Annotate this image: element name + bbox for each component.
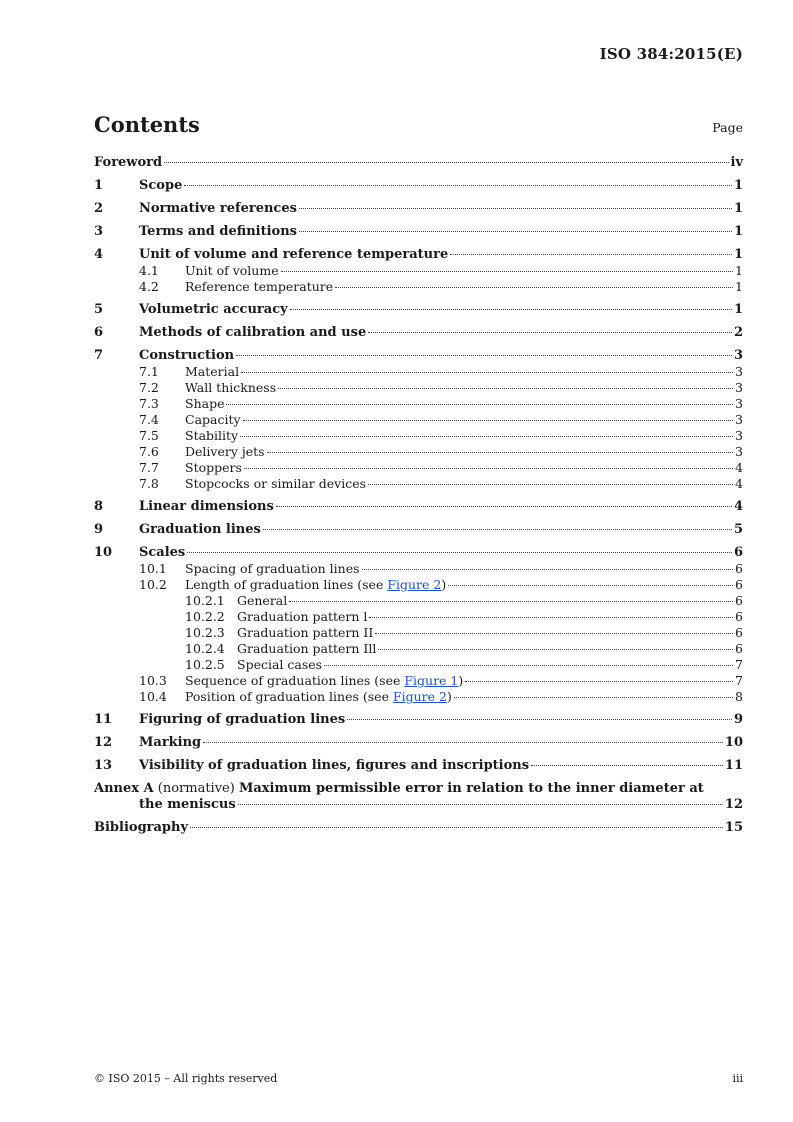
toc-title-text: Graduation lines — [139, 522, 261, 537]
toc-entry[interactable] — [94, 522, 743, 538]
toc-title-text: Length of graduation lines (see — [185, 577, 388, 592]
toc-section-number: 1 — [94, 178, 104, 193]
toc-title-suffix: ) — [446, 689, 452, 704]
toc-entry[interactable] — [94, 279, 743, 295]
toc-entry-title — [94, 444, 265, 460]
toc-entry[interactable] — [94, 609, 743, 625]
dot-leader — [289, 600, 733, 602]
toc-title-text: Wall thickness — [185, 380, 277, 395]
dot-leader — [267, 451, 733, 453]
dot-leader — [362, 568, 734, 570]
toc-page-number: 1 — [735, 263, 743, 278]
toc-entry[interactable] — [94, 428, 743, 444]
dot-leader — [241, 371, 733, 373]
toc-section-number: 4.1 — [139, 263, 159, 278]
toc-title-text: Foreword — [94, 155, 163, 170]
annex-title-line1: Maximum permissible error in relation to the inner diameter at — [238, 781, 704, 796]
toc-title-text: Visibility of graduation lines, figures and inscriptions — [139, 758, 530, 773]
footer-page-number: iii — [732, 1072, 743, 1085]
toc-title-text: Delivery jets — [185, 444, 265, 459]
toc-title-text: Unit of volume — [185, 263, 279, 278]
toc-entry[interactable] — [94, 673, 743, 689]
dot-leader — [531, 764, 723, 766]
toc-page-number: 4 — [735, 476, 743, 491]
dot-leader — [465, 680, 733, 682]
toc-entry[interactable] — [94, 396, 743, 412]
toc-section-number: 7.7 — [139, 460, 159, 475]
toc-entry-title — [94, 499, 274, 515]
toc-entry-title — [94, 460, 242, 476]
table-of-contents — [94, 155, 743, 836]
toc-page-number: 1 — [733, 201, 743, 216]
toc-page-number: 6 — [735, 577, 743, 592]
toc-page-number: 7 — [735, 657, 743, 672]
dot-leader — [263, 528, 732, 530]
dot-leader — [454, 696, 733, 698]
toc-page-number: 5 — [733, 522, 743, 537]
toc-title-text: Figuring of graduation lines — [139, 712, 346, 727]
toc-entry[interactable] — [94, 444, 743, 460]
toc-entry-title — [94, 712, 345, 728]
toc-section-number: 7.1 — [139, 364, 159, 379]
document-id: ISO 384:2015(E) — [599, 45, 743, 63]
toc-page-number: 1 — [733, 302, 743, 317]
toc-entry-title — [94, 758, 529, 774]
toc-title-text: Scope — [139, 178, 183, 193]
dot-leader — [278, 387, 733, 389]
toc-title-text: Construction — [139, 348, 235, 363]
toc-title-text: Scales — [139, 545, 186, 560]
toc-entry-title — [94, 302, 288, 318]
toc-page-number: 8 — [735, 689, 743, 704]
contents-title: Contents — [94, 112, 200, 137]
toc-page-number: 6 — [735, 609, 743, 624]
toc-page-number: 6 — [733, 545, 743, 560]
toc-page-number: 1 — [733, 247, 743, 262]
toc-title-suffix: ) — [441, 577, 447, 592]
dot-leader — [244, 467, 733, 469]
toc-entry-title — [94, 279, 333, 295]
toc-entry-title — [94, 155, 162, 171]
page-column-label: Page — [712, 120, 743, 135]
toc-entry[interactable] — [94, 735, 743, 751]
toc-entry[interactable] — [94, 201, 743, 217]
toc-entry[interactable] — [94, 689, 743, 705]
toc-section-number: 10 — [94, 545, 113, 560]
toc-title-text: Special cases — [237, 657, 323, 672]
toc-entry[interactable] — [94, 641, 743, 657]
toc-entry[interactable] — [94, 593, 743, 609]
toc-section-number: 7.2 — [139, 380, 159, 395]
figure-link[interactable]: Figure 2 — [387, 577, 442, 592]
toc-entry-title — [94, 396, 224, 412]
toc-entry-title — [94, 522, 261, 538]
toc-title-text: Stability — [185, 428, 239, 443]
toc-section-number: 9 — [94, 522, 104, 537]
toc-title-text: Graduation pattern Ill — [237, 641, 377, 656]
toc-page-number: 6 — [735, 641, 743, 656]
toc-entry-title — [94, 561, 360, 577]
toc-section-number: 7.4 — [139, 412, 159, 427]
toc-section-number: 10.2.5 — [185, 657, 225, 672]
annex-title-line2: the meniscus — [139, 797, 236, 812]
toc-page-number: 7 — [735, 673, 743, 688]
dot-leader — [164, 161, 728, 163]
toc-page-number: 12 — [724, 797, 743, 812]
dot-leader — [243, 419, 733, 421]
toc-entry[interactable] — [94, 412, 743, 428]
toc-entry-bibliography[interactable] — [94, 820, 743, 836]
toc-entry[interactable] — [94, 380, 743, 396]
toc-page-number: 3 — [735, 380, 743, 395]
toc-page-number: 15 — [724, 820, 743, 835]
toc-entry[interactable] — [94, 625, 743, 641]
toc-page-number: 3 — [735, 396, 743, 411]
figure-link[interactable]: Figure 2 — [392, 689, 447, 704]
toc-entry[interactable] — [94, 460, 743, 476]
toc-entry[interactable] — [94, 712, 743, 728]
toc-page-number: 3 — [733, 348, 743, 363]
toc-section-number: 4 — [94, 247, 104, 262]
dot-leader — [240, 435, 733, 437]
dot-leader — [184, 184, 732, 186]
toc-title-text: Shape — [185, 396, 225, 411]
toc-page-number: 6 — [735, 593, 743, 608]
toc-title-text: Normative references — [139, 201, 297, 216]
toc-entry[interactable] — [94, 263, 743, 279]
toc-page-number: 6 — [735, 625, 743, 640]
dot-leader — [378, 648, 733, 650]
dot-leader — [347, 718, 732, 720]
toc-page-number: 11 — [724, 758, 743, 773]
toc-section-number: 7 — [94, 348, 104, 363]
toc-title-text: Position of graduation lines (see — [185, 689, 393, 704]
toc-page-number: iv — [730, 155, 743, 170]
dot-leader — [236, 354, 732, 356]
toc-title-text: Graduation pattern l — [237, 609, 368, 624]
toc-entry[interactable] — [94, 364, 743, 380]
toc-entry-title — [94, 224, 297, 240]
toc-page-number: 4 — [733, 499, 743, 514]
toc-page-number: 1 — [733, 178, 743, 193]
toc-title-text: Marking — [139, 735, 202, 750]
dot-leader — [299, 207, 732, 209]
toc-entry[interactable] — [94, 561, 743, 577]
dot-leader — [368, 483, 733, 485]
toc-title-text: Reference temperature — [185, 279, 334, 294]
toc-page-number: 10 — [724, 735, 743, 750]
dot-leader — [450, 253, 732, 255]
toc-title-text: Material — [185, 364, 240, 379]
toc-title-text: Stopcocks or similar devices — [185, 476, 367, 491]
toc-section-number: 8 — [94, 499, 104, 514]
dot-leader — [276, 505, 732, 507]
toc-section-number: 10.3 — [139, 673, 167, 688]
toc-entry-title — [94, 412, 241, 428]
figure-link[interactable]: Figure 1 — [404, 673, 459, 688]
dot-leader — [375, 632, 733, 634]
toc-title-text: Terms and definitions — [139, 224, 297, 239]
dot-leader — [448, 584, 733, 586]
toc-title-text: Sequence of graduation lines (see — [185, 673, 405, 688]
toc-page-number: 3 — [735, 444, 743, 459]
toc-section-number: 10.1 — [139, 561, 167, 576]
toc-title-text: Linear dimensions — [139, 499, 274, 514]
toc-section-number: 10.2.2 — [185, 609, 225, 624]
toc-entry-title — [94, 178, 182, 194]
toc-entry-title — [94, 364, 239, 380]
toc-section-number: 13 — [94, 758, 113, 773]
toc-page-number: 3 — [735, 428, 743, 443]
toc-section-number: 6 — [94, 325, 104, 340]
toc-section-number: 10.2 — [139, 577, 167, 592]
toc-entry[interactable] — [94, 499, 743, 515]
toc-entry[interactable] — [94, 758, 743, 774]
toc-entry-title — [94, 380, 276, 396]
toc-section-number: 7.5 — [139, 428, 159, 443]
toc-section-number: 5 — [94, 302, 104, 317]
contents-header — [94, 112, 743, 137]
toc-entry[interactable] — [94, 545, 743, 561]
dot-leader — [368, 331, 732, 333]
toc-title-text: Stoppers — [185, 460, 242, 475]
toc-entry[interactable] — [94, 178, 743, 194]
toc-entry-title — [94, 641, 376, 657]
toc-page-number: 3 — [735, 412, 743, 427]
toc-page-number: 4 — [735, 460, 743, 475]
toc-section-number: 4.2 — [139, 279, 159, 294]
toc-entry-title — [94, 428, 238, 444]
toc-entry[interactable] — [94, 302, 743, 318]
dot-leader — [187, 551, 732, 553]
annex-type: (normative) — [157, 781, 235, 796]
bibliography-label: Bibliography — [94, 820, 189, 835]
page-footer — [94, 1072, 743, 1085]
toc-entry-title — [94, 476, 366, 492]
toc-section-number: 3 — [94, 224, 104, 239]
dot-leader — [335, 286, 733, 288]
toc-section-number: 7.6 — [139, 444, 159, 459]
toc-section-number: 10.2.1 — [185, 593, 225, 608]
toc-section-number: 11 — [94, 712, 113, 727]
annex-label: Annex A — [94, 781, 154, 796]
toc-page-number: 9 — [733, 712, 743, 727]
dot-leader — [299, 230, 732, 232]
toc-title-text: Methods of calibration and use — [139, 325, 367, 340]
toc-title-text: Volumetric accuracy — [139, 302, 288, 317]
toc-title-text: General — [237, 593, 288, 608]
dot-leader — [226, 403, 733, 405]
toc-entry-title — [94, 247, 448, 263]
toc-section-number: 10.2.3 — [185, 625, 225, 640]
toc-title-text: Spacing of graduation lines — [185, 561, 360, 576]
toc-title-text: Graduation pattern II — [237, 625, 374, 640]
toc-entry-title — [94, 201, 297, 217]
toc-entry[interactable] — [94, 577, 743, 593]
dot-leader — [290, 308, 732, 310]
toc-page-number: 1 — [735, 279, 743, 294]
toc-section-number: 10.4 — [139, 689, 167, 704]
dot-leader — [238, 803, 723, 805]
toc-entry[interactable] — [94, 155, 743, 171]
toc-page-number: 6 — [735, 561, 743, 576]
toc-entry[interactable] — [94, 247, 743, 263]
dot-leader — [324, 664, 733, 666]
dot-leader — [190, 826, 723, 828]
dot-leader — [369, 616, 733, 618]
dot-leader — [203, 741, 723, 743]
toc-entry[interactable] — [94, 325, 743, 341]
toc-entry-title — [94, 325, 366, 341]
toc-entry[interactable] — [94, 476, 743, 492]
annex-a-heading[interactable] — [94, 781, 743, 797]
toc-entry-title — [94, 263, 279, 279]
toc-section-number: 2 — [94, 201, 104, 216]
toc-page-number: 2 — [733, 325, 743, 340]
toc-page-number: 3 — [735, 364, 743, 379]
dot-leader — [281, 270, 733, 272]
toc-page-number: 1 — [733, 224, 743, 239]
toc-section-number: 7.3 — [139, 396, 159, 411]
toc-entry-annex-a[interactable] — [94, 797, 743, 813]
toc-entry[interactable] — [94, 657, 743, 673]
toc-entry-title — [94, 625, 373, 641]
toc-entry[interactable] — [94, 348, 743, 364]
toc-title-suffix: ) — [458, 673, 464, 688]
toc-title-text: Capacity — [185, 412, 241, 427]
toc-entry[interactable] — [94, 224, 743, 240]
copyright-notice: © ISO 2015 – All rights reserved — [94, 1072, 278, 1085]
toc-entry-title — [94, 609, 367, 625]
toc-section-number: 7.8 — [139, 476, 159, 491]
toc-section-number: 12 — [94, 735, 113, 750]
toc-section-number: 10.2.4 — [185, 641, 225, 656]
toc-entry-title — [94, 348, 234, 364]
toc-title-text: Unit of volume and reference temperature — [139, 247, 449, 262]
